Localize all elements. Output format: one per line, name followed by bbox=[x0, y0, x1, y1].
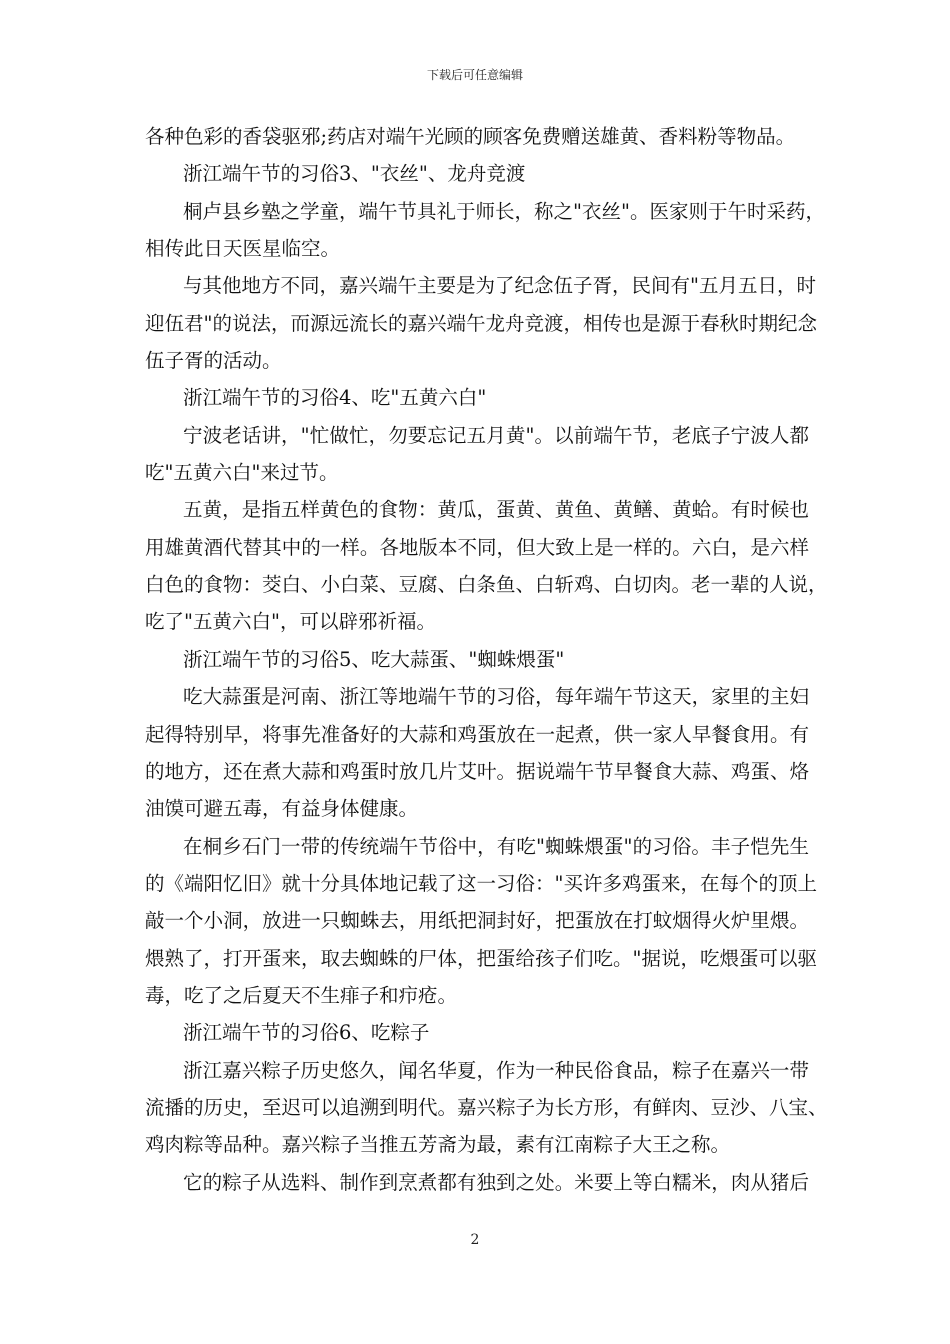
text-line: 迎伍君"的说法，而源远流长的嘉兴端午龙舟竞渡，相传也是源于春秋时期纪念 bbox=[145, 311, 817, 335]
text-line: 浙江端午节的习俗5、吃大蒜蛋、"蜘蛛煨蛋" bbox=[183, 647, 565, 671]
text-line: 煨熟了，打开蛋来，取去蜘蛛的尸体，把蛋给孩子们吃。"据说，吃煨蛋可以驱 bbox=[145, 946, 817, 970]
text-line: 敲一个小洞，放进一只蜘蛛去，用纸把洞封好，把蛋放在打蚊烟得火炉里煨。 bbox=[145, 909, 809, 933]
text-line: 的地方，还在煮大蒜和鸡蛋时放几片艾叶。据说端午节早餐食大蒜、鸡蛋、烙 bbox=[145, 759, 809, 783]
text-line: 浙江端午节的习俗4、吃"五黄六白" bbox=[183, 386, 487, 410]
paragraph bbox=[145, 1052, 828, 1164]
page-header: 下载后可任意编辑 bbox=[426, 68, 523, 82]
text-line: 各种色彩的香袋驱邪;药店对端午光顾的顾客免费赠送雄黄、香料粉等物品。 bbox=[145, 125, 796, 148]
paragraph bbox=[145, 491, 828, 640]
paragraph bbox=[145, 118, 809, 155]
paragraph bbox=[145, 193, 825, 268]
text-line: 相传此日天医星临空。 bbox=[145, 237, 341, 261]
text-line: 桐卢县乡塾之学童，端午节具礼于师长，称之"衣丝"。医家则于午时采药， bbox=[183, 199, 825, 223]
text-line: 毒，吃了之后夏天不生痱子和疖疮。 bbox=[145, 983, 458, 1007]
section-heading bbox=[145, 1014, 809, 1051]
text-line: 用雄黄酒代替其中的一样。各地版本不同，但大致上是一样的。六白，是六样 bbox=[145, 535, 809, 559]
paragraph bbox=[145, 678, 809, 827]
text-line: 浙江端午节的习俗3、"衣丝"、龙舟竞渡 bbox=[183, 162, 526, 186]
paragraph bbox=[145, 1164, 809, 1201]
page-number: 2 bbox=[470, 1232, 480, 1248]
text-line: 它的粽子从选料、制作到烹煮都有独到之处。米要上等白糯米，肉从猪后 bbox=[183, 1170, 809, 1194]
text-line: 吃了"五黄六白"，可以辟邪祈福。 bbox=[145, 610, 436, 634]
text-line: 流播的历史，至迟可以追溯到明代。嘉兴粽子为长方形，有鲜肉、豆沙、八宝、 bbox=[145, 1095, 828, 1119]
paragraph bbox=[145, 417, 809, 492]
text-line: 吃"五黄六白"来过节。 bbox=[145, 461, 339, 485]
section-heading bbox=[145, 155, 809, 192]
paragraph bbox=[145, 267, 817, 379]
text-line: 浙江端午节的习俗6、吃粽子 bbox=[183, 1021, 430, 1045]
text-line: 浙江嘉兴粽子历史悠久，闻名华夏，作为一种民俗食品，粽子在嘉兴一带 bbox=[183, 1058, 809, 1082]
paragraph bbox=[145, 828, 817, 1015]
text-line: 起得特别早，将事先准备好的大蒜和鸡蛋放在一起煮，供一家人早餐食用。有 bbox=[145, 722, 809, 746]
text-line: 与其他地方不同，嘉兴端午主要是为了纪念伍子胥，民间有"五月五日，时 bbox=[183, 274, 816, 298]
text-line: 五黄，是指五样黄色的食物：黄瓜，蛋黄、黄鱼、黄鳝、黄蛤。有时候也 bbox=[183, 498, 809, 522]
text-line: 在桐乡石门一带的传统端午节俗中，有吃"蜘蛛煨蛋"的习俗。丰子恺先生 bbox=[183, 834, 809, 858]
document-body bbox=[145, 118, 828, 1201]
text-line: 白色的食物：茭白、小白菜、豆腐、白条鱼、白斩鸡、白切肉。老一辈的人说， bbox=[145, 573, 828, 597]
text-line: 的《端阳忆旧》就十分具体地记载了这一习俗："买许多鸡蛋来，在每个的顶上 bbox=[145, 871, 817, 895]
text-line: 油馍可避五毒，有益身体健康。 bbox=[145, 797, 419, 821]
text-line: 吃大蒜蛋是河南、浙江等地端午节的习俗，每年端午节这天，家里的主妇 bbox=[183, 685, 809, 709]
text-line: 宁波老话讲，"忙做忙，勿要忘记五月黄"。以前端午节，老底子宁波人都 bbox=[183, 423, 809, 447]
section-heading bbox=[145, 641, 809, 678]
section-heading bbox=[145, 379, 809, 416]
text-line: 伍子胥的活动。 bbox=[145, 349, 282, 373]
text-line: 鸡肉粽等品种。嘉兴粽子当推五芳斋为最，素有江南粽子大王之称。 bbox=[145, 1133, 731, 1157]
